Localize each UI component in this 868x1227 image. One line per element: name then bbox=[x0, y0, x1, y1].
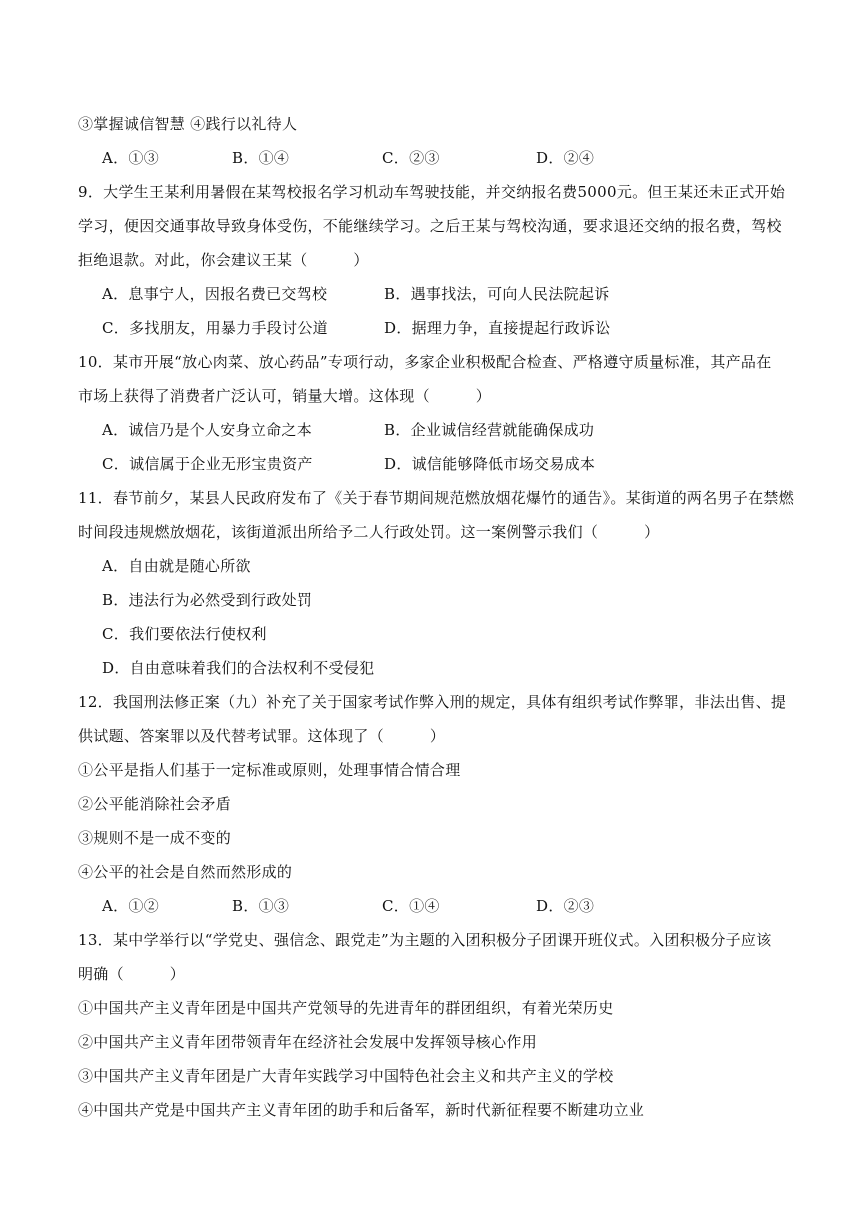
q13-statement-2: ②中国共产主义青年团带领青年在经济社会发展中发挥领导核心作用 bbox=[78, 1033, 538, 1051]
q10-option-b: B．企业诚信经营就能确保成功 bbox=[384, 421, 595, 439]
q12-stem-line-1: 12．我国刑法修正案（九）补充了关于国家考试作弊入刑的规定，具体有组织考试作弊罪，非法出售、提 bbox=[78, 693, 787, 711]
q8-option-c: C．②③ bbox=[382, 149, 440, 167]
q12-statement-4: ④公平的社会是自然而然形成的 bbox=[78, 863, 293, 881]
q8-option-a: A．①③ bbox=[102, 149, 160, 167]
q10-option-c: C．诚信属于企业无形宝贵资产 bbox=[102, 455, 313, 473]
q13-statement-1: ①中国共产主义青年团是中国共产党领导的先进青年的群团组织，有着光荣历史 bbox=[78, 999, 614, 1017]
q8-option-b: B．①④ bbox=[232, 149, 290, 167]
q8-options bbox=[102, 148, 622, 168]
q10-option-d: D．诚信能够降低市场交易成本 bbox=[384, 455, 596, 473]
q11-option-b: B．违法行为必然受到行政处罚 bbox=[102, 591, 313, 609]
q8-option-d: D．②④ bbox=[536, 149, 595, 167]
q10-stem-line-1: 10．某市开展“放心肉菜、放心药品”专项行动，多家企业积极配合检查、严格遵守质量标准，其产品在 bbox=[78, 353, 772, 371]
q9-option-a: A．息事宁人，因报名费已交驾校 bbox=[102, 285, 328, 303]
q12-option-d: D．②③ bbox=[536, 897, 595, 915]
q11-option-d: D．自由意味着我们的合法权利不受侵犯 bbox=[102, 659, 375, 677]
q9-option-b: B．遇事找法，可向人民法院起诉 bbox=[384, 285, 610, 303]
q12-statement-1: ①公平是指人们基于一定标准或原则，处理事情合情合理 bbox=[78, 761, 461, 779]
q9-option-c: C．多找朋友，用暴力手段讨公道 bbox=[102, 319, 328, 337]
q9-stem-line-3: 拒绝退款。对此，你会建议王某（ ） bbox=[78, 251, 369, 269]
q12-options bbox=[102, 896, 622, 916]
q9-stem-line-2: 学习，便因交通事故导致身体受伤，不能继续学习。之后王某与驾校沟通，要求退还交纳的报名费，驾校 bbox=[78, 217, 782, 235]
q10-stem-line-2: 市场上获得了消费者广泛认可，销量大增。这体现（ ） bbox=[78, 387, 492, 405]
q12-option-b: B．①③ bbox=[232, 897, 290, 915]
q13-statement-3: ③中国共产主义青年团是广大青年实践学习中国特色社会主义和共产主义的学校 bbox=[78, 1067, 614, 1085]
q13-stem-line-2: 明确（ ） bbox=[78, 965, 186, 983]
q9-stem-line-1: 9．大学生王某利用暑假在某驾校报名学习机动车驾驶技能，并交纳报名费5000元。但王某还未正式开始 bbox=[78, 183, 786, 201]
q12-option-c: C．①④ bbox=[382, 897, 440, 915]
q11-stem-line-2: 时间段违规燃放烟花，该街道派出所给予二人行政处罚。这一案例警示我们（ ） bbox=[78, 523, 660, 541]
q11-option-a: A．自由就是随心所欲 bbox=[102, 557, 251, 575]
q12-stem-line-2: 供试题、答案罪以及代替考试罪。这体现了（ ） bbox=[78, 727, 446, 745]
q11-stem-line-1: 11．春节前夕，某县人民政府发布了《关于春节期间规范燃放烟花爆竹的通告》。某街道的两名男子在禁燃 bbox=[78, 489, 794, 507]
q11-option-c: C．我们要依法行使权利 bbox=[102, 625, 267, 643]
q12-option-a: A．①② bbox=[102, 897, 160, 915]
q9-option-d: D．据理力争，直接提起行政诉讼 bbox=[384, 319, 611, 337]
q13-statement-4: ④中国共产党是中国共产主义青年团的助手和后备军，新时代新征程要不断建功立业 bbox=[78, 1101, 645, 1119]
q12-statement-3: ③规则不是一成不变的 bbox=[78, 829, 232, 847]
q10-option-a: A．诚信乃是个人安身立命之本 bbox=[102, 421, 313, 439]
q13-stem-line-1: 13．某中学举行以“学党史、强信念、跟党走”为主题的入团积极分子团课开班仪式。入团积极分子应该 bbox=[78, 931, 772, 949]
q12-statement-2: ②公平能消除社会矛盾 bbox=[78, 795, 232, 813]
q8-statement-3-4: ③掌握诚信智慧 ④践行以礼待人 bbox=[78, 115, 298, 133]
